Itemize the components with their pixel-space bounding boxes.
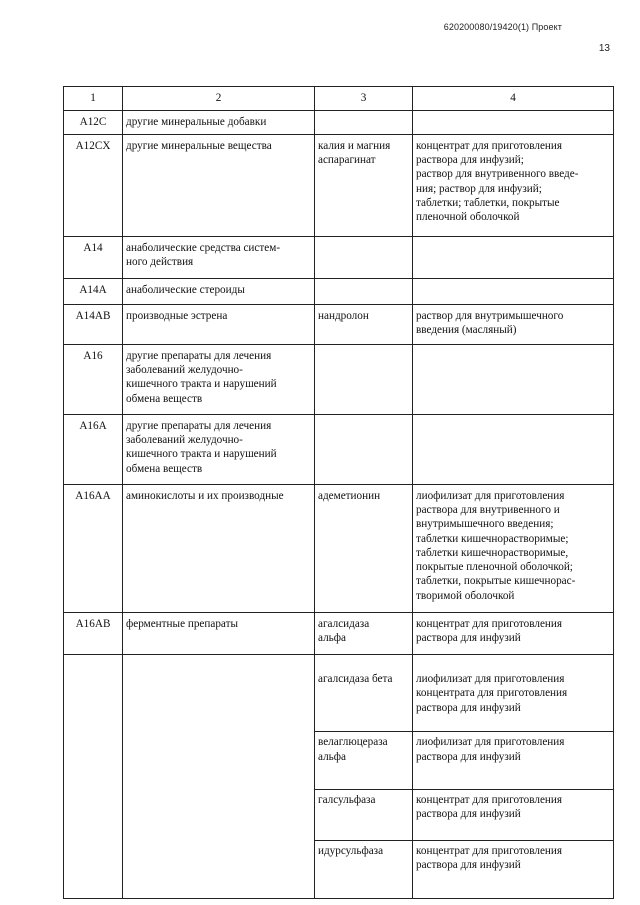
atc-group: другие минеральные добавки xyxy=(123,111,315,135)
substance xyxy=(315,279,413,305)
dosage-form-list xyxy=(413,655,614,899)
atc-code: A16 xyxy=(64,345,123,415)
atc-group: производные эстрена xyxy=(123,305,315,345)
substance: галсульфаза xyxy=(315,789,412,826)
atc-code: A14A xyxy=(64,279,123,305)
substance: идурсульфаза xyxy=(315,840,412,884)
dosage-form xyxy=(413,415,614,485)
atc-code: A16AA xyxy=(64,485,123,613)
table-row-continuation xyxy=(64,655,614,899)
substance xyxy=(315,237,413,279)
substance xyxy=(315,111,413,135)
atc-code: A12C xyxy=(64,111,123,135)
drug-table xyxy=(63,86,614,899)
dosage-form: концентрат для приготовления раствора для инфузий xyxy=(413,613,614,655)
atc-group: другие минеральные вещества xyxy=(123,135,315,237)
substance xyxy=(315,415,413,485)
atc-group: аминокислоты и их производные xyxy=(123,485,315,613)
substance xyxy=(315,345,413,415)
substance: калия и магния аспарагинат xyxy=(315,135,413,237)
dosage-form: раствор для внутримышечного введения (масляный) xyxy=(413,305,614,345)
table-row xyxy=(64,237,614,279)
dosage-form: лиофилизат для приготовления концентрата для приготовления раствора для инфузий xyxy=(416,673,568,714)
substance: адеметионин xyxy=(315,485,413,613)
atc-group: ферментные препараты xyxy=(123,613,315,655)
table-row xyxy=(64,279,614,305)
dosage-form: лиофилизат для приготовления раствора для внутривенного и внутримышечного введения; таблетки кишечнорастворимые; таблетки кишечнорастворимые, покрытые пленочной оболочкой; таблетки, покрытые кишечнорас- творимой оболочкой xyxy=(413,485,614,613)
table-row xyxy=(64,485,614,613)
atc-code-empty xyxy=(64,655,123,899)
column-header: 3 xyxy=(315,87,413,111)
table-row xyxy=(64,415,614,485)
atc-code: A16AB xyxy=(64,613,123,655)
table-row xyxy=(64,111,614,135)
substance: агалсидаза альфа xyxy=(315,613,413,655)
dosage-form xyxy=(413,237,614,279)
atc-code: A14AB xyxy=(64,305,123,345)
dosage-form xyxy=(413,345,614,415)
substance: нандролон xyxy=(315,305,413,345)
table-row xyxy=(64,613,614,655)
column-header: 1 xyxy=(64,87,123,111)
document-id: 620200080/19420(1) Проект xyxy=(443,22,562,32)
atc-code: A14 xyxy=(64,237,123,279)
table-row xyxy=(64,305,614,345)
table-row xyxy=(64,135,614,237)
atc-code: A12CX xyxy=(64,135,123,237)
atc-group: другие препараты для лечения заболеваний желудочно- кишечного тракта и нарушений обмена веществ xyxy=(123,415,315,485)
column-header: 4 xyxy=(413,87,614,111)
substance: велаглюцераза альфа xyxy=(315,731,412,774)
atc-group: анаболические средства систем- ного действия xyxy=(123,237,315,279)
atc-code: A16A xyxy=(64,415,123,485)
dosage-form xyxy=(413,111,614,135)
substance-list xyxy=(315,655,413,899)
page-number: 13 xyxy=(598,43,610,54)
column-header: 2 xyxy=(123,87,315,111)
dosage-form: концентрат для приготовления раствора для инфузий xyxy=(413,789,613,826)
substance: агалсидаза бета xyxy=(318,673,393,686)
atc-group: другие препараты для лечения заболеваний желудочно- кишечного тракта и нарушений обмена веществ xyxy=(123,345,315,415)
atc-group: анаболические стероиды xyxy=(123,279,315,305)
dosage-form xyxy=(413,279,614,305)
dosage-form: лиофилизат для приготовления раствора для инфузий xyxy=(413,731,613,774)
dosage-form: концентрат для приготовления раствора для инфузий; раствор для внутривенного введе- ния; раствор для инфузий; таблетки; таблетки, покрытые пленочной оболочкой xyxy=(413,135,614,237)
table-row xyxy=(64,345,614,415)
dosage-form: концентрат для приготовления раствора для инфузий xyxy=(413,840,613,884)
atc-group-empty xyxy=(123,655,315,899)
table-header-row xyxy=(64,87,614,111)
